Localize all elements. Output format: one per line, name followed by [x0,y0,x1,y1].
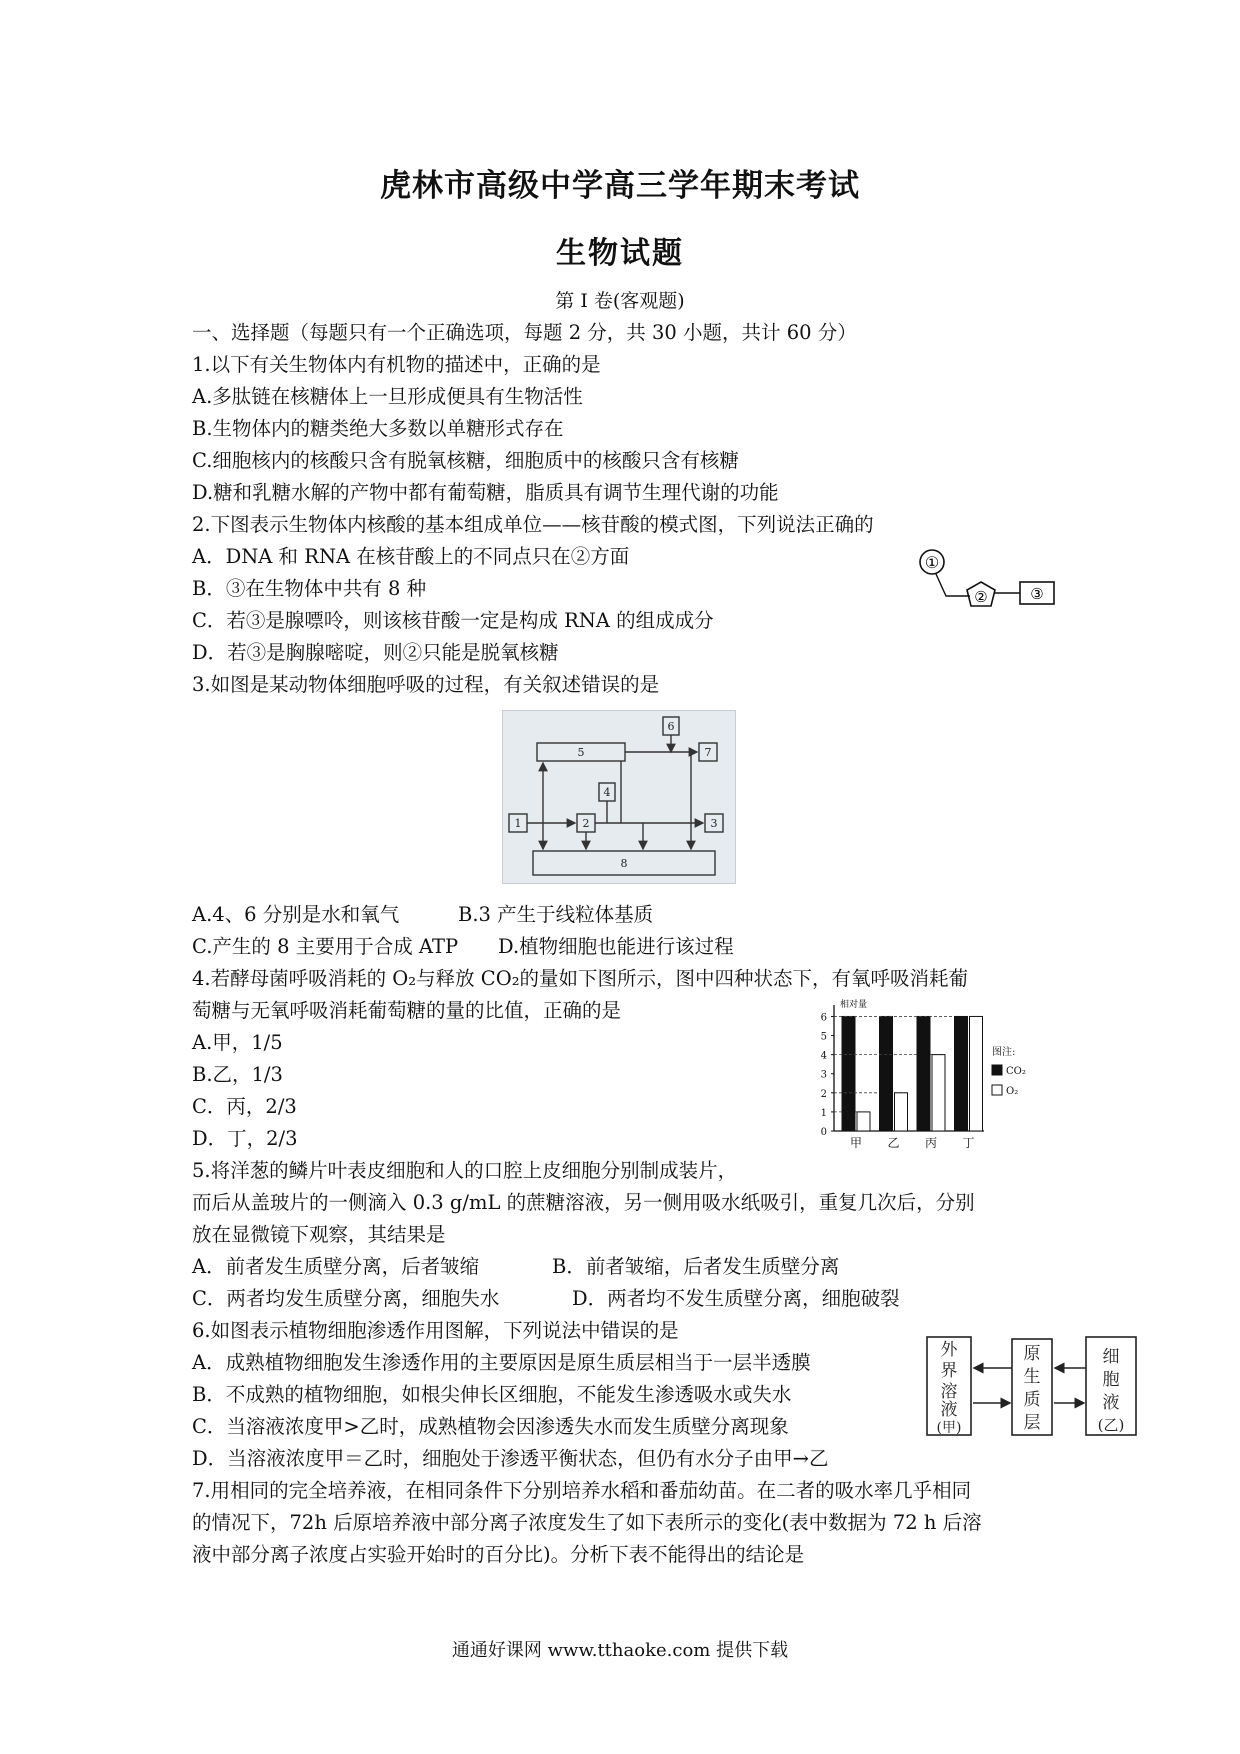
o2-bar [932,1055,945,1131]
q1-option-c: C.细胞核内的核酸只含有脱氧核糖，细胞质中的核酸只含有核糖 [192,449,739,472]
osmosis-outer-1: 外 [940,1340,958,1360]
resp-box-4: 4 [603,786,611,799]
q4-option-d: D．丁，2/3 [192,1127,298,1150]
y-tick-label: 0 [820,1127,827,1138]
q6-option-b: B．不成熟的植物细胞，如根尖伸长区细胞，不能发生渗透吸水或失水 [192,1383,792,1406]
osmosis-inner-4: (乙) [1097,1416,1125,1434]
y-axis-label: 相对量 [840,1000,868,1010]
co2-bar [880,1016,893,1131]
q3-option-a: A.4、6 分别是水和氧气 [192,903,400,926]
q5-stem-line2: 而后从盖玻片的一侧滴入 0.3 g/mL 的蔗糖溶液，另一侧用吸水纸吸引，重复几次后，分别 [192,1191,975,1214]
osmosis-middle-2: 生 [1023,1367,1041,1387]
q6-option-c: C．当溶液浓度甲>乙时，成熟植物会因渗透失水而发生质壁分离现象 [192,1415,789,1438]
nucleotide-sugar-label: ② [974,588,988,606]
osmosis-inner-2: 胞 [1102,1370,1120,1390]
q5-option-b: B．前者皱缩，后者发生质壁分离 [552,1255,840,1278]
q3-option-c: C.产生的 8 主要用于合成 ATP [192,935,459,958]
legend-o2-label: O₂ [1006,1086,1019,1097]
q3-stem: 3.如图是某动物体细胞呼吸的过程，有关叙述错误的是 [192,673,660,696]
osmosis-outer-5: (甲) [936,1420,962,1436]
osmosis-outer-4: 液 [940,1400,958,1420]
co2-bar [955,1016,968,1131]
o2-bar [970,1016,983,1131]
q6-option-a: A．成熟植物细胞发生渗透作用的主要原因是原生质层相当于一层半透膜 [192,1351,811,1374]
y-tick-label: 2 [820,1088,827,1100]
category-label: 丙 [924,1136,938,1150]
osmosis-inner-1: 细 [1102,1347,1120,1367]
osmosis-diagram [925,1335,1140,1438]
q6-option-d: D．当溶液浓度甲＝乙时，细胞处于渗透平衡状态，但仍有水分子由甲→乙 [192,1447,829,1470]
q4-stem-line2: 萄糖与无氧呼吸消耗葡萄糖的量的比值，正确的是 [192,999,622,1022]
q4-option-a: A.甲，1/5 [192,1031,283,1054]
y-tick-label: 4 [820,1050,827,1062]
q2-option-d: D．若③是胸腺嘧啶，则②只能是脱氧核糖 [192,641,559,664]
volume-label: 第 I 卷(客观题) [555,290,685,312]
nucleotide-diagram [918,545,1068,615]
resp-box-2: 2 [582,817,590,830]
q2-option-b: B．③在生物体中共有 8 种 [192,577,427,600]
legend-co2-swatch [992,1065,1002,1075]
q5-option-a: A．前者发生质壁分离，后者皱缩 [192,1255,480,1278]
co2-bar [842,1016,855,1131]
q3-option-b: B.3 产生于线粒体基质 [458,903,654,926]
category-label: 乙 [887,1136,900,1150]
resp-box-3: 3 [710,817,718,830]
resp-box-6: 6 [667,720,675,733]
respiration-diagram [502,710,736,884]
co2-bar [917,1016,930,1131]
legend-co2-label: CO₂ [1006,1066,1026,1077]
q5-stem-line1: 5.将洋葱的鳞片叶表皮细胞和人的口腔上皮细胞分别制成装片， [192,1159,738,1182]
y-tick-label: 1 [820,1107,827,1119]
q1-stem: 1.以下有关生物体内有机物的描述中，正确的是 [192,353,601,376]
q5-option-d: D．两者均不发生质壁分离，细胞破裂 [572,1287,900,1310]
osmosis-middle-3: 质 [1023,1390,1041,1410]
osmosis-inner-3: 液 [1102,1393,1120,1413]
q2-option-a: A．DNA 和 RNA 在核苷酸上的不同点只在②方面 [192,545,630,568]
q1-option-b: B.生物体内的糖类绝大多数以单糖形式存在 [192,417,564,440]
resp-box-5: 5 [577,746,585,759]
resp-box-7: 7 [704,746,712,759]
legend-title: 图注: [992,1047,1016,1058]
q7-line3: 液中部分离子浓度占实验开始时的百分比)。分析下表不能得出的结论是 [192,1543,805,1566]
footer-text: 通通好课网 www.tthaoke.com 提供下载 [451,1640,789,1661]
osmosis-outer-3: 溶 [940,1382,958,1402]
q6-stem: 6.如图表示植物细胞渗透作用图解，下列说法中错误的是 [192,1319,679,1342]
q7-line1: 7.用相同的完全培养液，在相同条件下分别培养水稻和番茄幼苗。在二者的吸水率几乎相同 [192,1479,972,1502]
q7-line2: 的情况下，72h 后原培养液中部分离子浓度发生了如下表所示的变化(表中数据为 72 h 后溶 [192,1511,982,1534]
category-label: 甲 [849,1136,863,1150]
category-label: 丁 [962,1136,975,1150]
resp-box-8: 8 [620,857,628,870]
osmosis-outer-2: 界 [940,1361,958,1381]
q5-stem-line3: 放在显微镜下观察，其结果是 [192,1223,446,1246]
q1-option-d: D.糖和乳糖水解的产物中都有葡萄糖，脂质具有调节生理代谢的功能 [192,481,779,504]
q3-option-d: D.植物细胞也能进行该过程 [498,935,734,958]
nucleotide-base-label: ③ [1030,585,1044,603]
o2-co2-bar-chart [810,995,1060,1157]
q4-option-c: C．丙，2/3 [192,1095,297,1118]
o2-bar [857,1112,870,1131]
q5-option-c: C．两者均发生质壁分离，细胞失水 [192,1287,500,1310]
osmosis-middle-1: 原 [1023,1344,1041,1364]
subject-title: 生物试题 [556,236,684,271]
school-title: 虎林市高级中学高三学年期末考试 [380,168,860,204]
q4-option-b: B.乙，1/3 [192,1063,283,1086]
q2-stem: 2.下图表示生物体内核酸的基本组成单位——核苷酸的模式图，下列说法正确的 [192,513,874,536]
q2-option-c: C．若③是腺嘌呤，则该核苷酸一定是构成 RNA 的组成成分 [192,609,714,632]
nucleotide-phosphate-label: ① [924,553,940,572]
q4-stem-line1: 4.若酵母菌呼吸消耗的 O₂与释放 CO₂的量如下图所示，图中四种状态下，有氧呼吸消耗葡 [192,967,969,990]
o2-bar [895,1093,908,1131]
y-tick-label: 5 [820,1031,827,1043]
y-tick-label: 6 [820,1012,827,1024]
legend-o2-swatch [992,1085,1002,1095]
osmosis-middle-4: 层 [1023,1413,1041,1433]
q1-option-a: A.多肽链在核糖体上一旦形成便具有生物活性 [192,385,583,408]
resp-box-1: 1 [514,817,522,830]
section-heading: 一、选择题（每题只有一个正确选项，每题 2 分，共 30 小题，共计 60 分） [192,321,857,344]
y-tick-label: 3 [820,1069,827,1081]
